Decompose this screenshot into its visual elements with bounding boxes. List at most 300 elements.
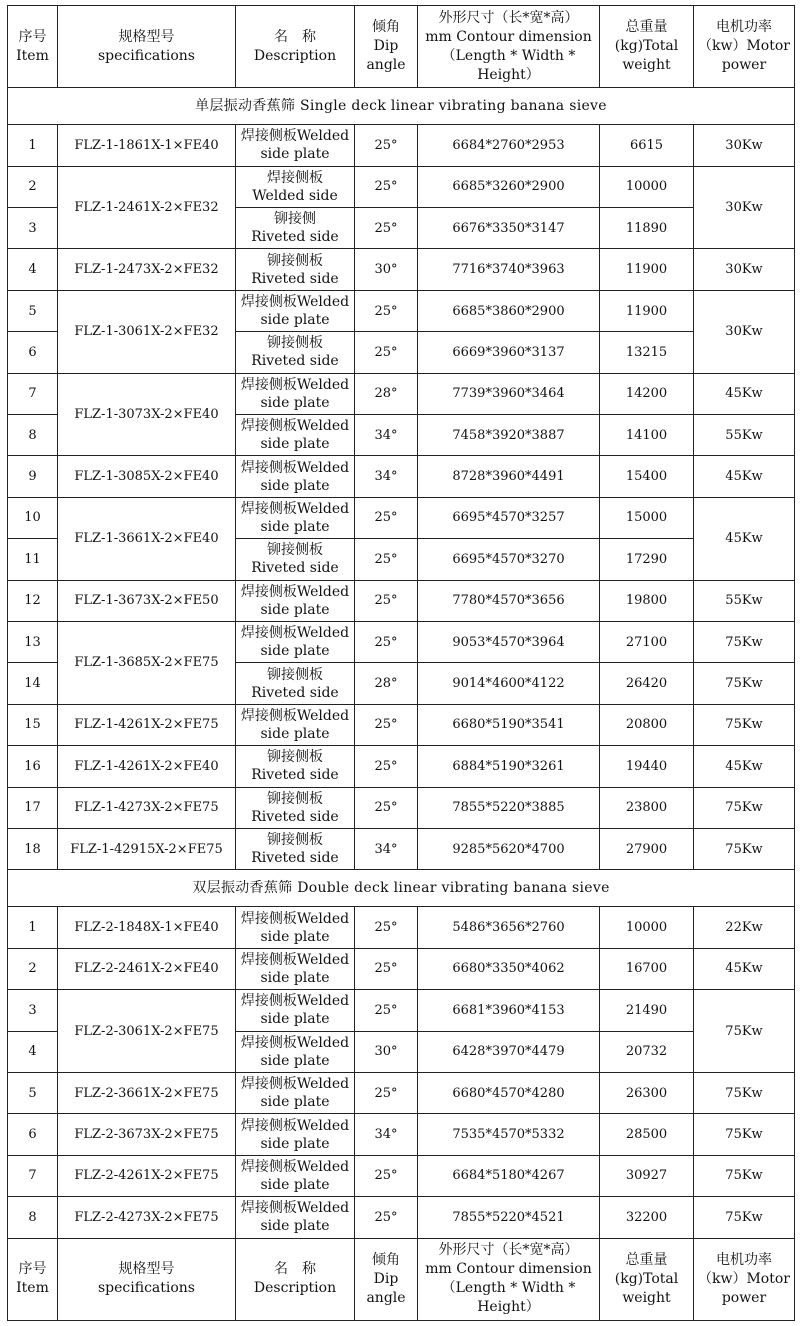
table-row [8, 497, 795, 538]
cell-text: side plate [260, 518, 330, 535]
spec-cell: FLZ-1-3085X-2×FE40 [58, 456, 236, 497]
item-number: 3 [8, 208, 58, 249]
cell-text: angle [366, 57, 406, 74]
weight-cell: 17290 [600, 539, 694, 580]
item-number: 8 [8, 1197, 58, 1238]
header-contour-dimension [418, 1238, 600, 1320]
footer-header-row [8, 1238, 795, 1320]
table-row [8, 828, 795, 869]
cell-text: 焊接侧板Welded [240, 583, 350, 600]
cell-text: 焊接侧板Welded [240, 500, 350, 517]
motor-power-cell: 30Kw [694, 125, 795, 166]
motor-power-cell: 30Kw [694, 249, 795, 290]
specification-table [7, 5, 795, 1321]
dip-angle-cell: 25° [355, 621, 418, 662]
table-row [8, 787, 795, 828]
cell-text: side plate [260, 601, 330, 618]
dimension-cell: 7855*5220*3885 [418, 787, 600, 828]
item-number: 6 [8, 332, 58, 373]
cell-text: 名 称 [274, 1261, 316, 1278]
weight-cell: 11900 [600, 290, 694, 331]
dimension-cell: 7716*3740*3963 [418, 249, 600, 290]
weight-cell: 11890 [600, 208, 694, 249]
cell-text: 焊接侧板Welded [240, 459, 350, 476]
cell-text: 铆接侧板 [267, 542, 323, 559]
item-number: 6 [8, 1114, 58, 1155]
motor-power-cell: 45Kw [694, 456, 795, 497]
cell-text: 规格型号 [118, 28, 175, 45]
description-cell [236, 990, 355, 1031]
cell-text: Dip [373, 38, 399, 55]
cell-text: specifications [97, 1280, 195, 1297]
item-number: 9 [8, 456, 58, 497]
header-specifications [58, 6, 236, 88]
description-cell [236, 746, 355, 787]
item-number: 2 [8, 948, 58, 989]
motor-power-cell: 45Kw [694, 948, 795, 989]
dip-angle-cell: 25° [355, 332, 418, 373]
item-number: 1 [8, 907, 58, 948]
dimension-cell: 6681*3960*4153 [418, 990, 600, 1031]
dip-angle-cell: 30° [355, 249, 418, 290]
weight-cell: 10000 [600, 166, 694, 207]
weight-cell: 27900 [600, 828, 694, 869]
cell-text: 焊接侧板Welded [240, 1076, 350, 1093]
item-number: 13 [8, 621, 58, 662]
cell-text: specifications [97, 47, 195, 64]
weight-cell: 23800 [600, 787, 694, 828]
motor-power-cell: 45Kw [694, 497, 795, 580]
table-row [8, 948, 795, 989]
spec-cell: FLZ-1-2461X-2×FE32 [58, 166, 236, 249]
weight-cell: 6615 [600, 125, 694, 166]
item-number: 11 [8, 539, 58, 580]
dip-angle-cell: 25° [355, 990, 418, 1031]
spec-cell: FLZ-2-4261X-2×FE75 [58, 1155, 236, 1196]
item-number: 3 [8, 990, 58, 1031]
cell-text: Dip [373, 1270, 399, 1287]
weight-cell: 30927 [600, 1155, 694, 1196]
cell-text: 焊接侧板Welded [240, 376, 350, 393]
cell-text: Riveted side [251, 229, 339, 246]
cell-text: 焊接侧板Welded [240, 951, 350, 968]
description-cell [236, 415, 355, 456]
cell-text: side plate [260, 969, 330, 986]
description-cell [236, 907, 355, 948]
motor-power-cell: 75Kw [694, 990, 795, 1073]
spec-cell: FLZ-1-2473X-2×FE32 [58, 249, 236, 290]
cell-text: 总重量 [625, 1251, 668, 1268]
cell-text: mm Contour dimension [425, 28, 592, 45]
description-cell [236, 332, 355, 373]
dimension-cell: 6676*3350*3147 [418, 208, 600, 249]
spec-cell: FLZ-1-3661X-2×FE40 [58, 497, 236, 580]
cell-text: Welded side [252, 187, 338, 204]
cell-text: 铆接侧板 [267, 832, 323, 849]
spec-cell: FLZ-1-4273X-2×FE75 [58, 787, 236, 828]
weight-cell: 27100 [600, 621, 694, 662]
item-number: 17 [8, 787, 58, 828]
table-row [8, 249, 795, 290]
dimension-cell: 5486*3656*2760 [418, 907, 600, 948]
item-number: 14 [8, 663, 58, 704]
description-cell [236, 1114, 355, 1155]
header-description [236, 6, 355, 88]
dimension-cell: 6685*3260*2900 [418, 166, 600, 207]
spec-cell: FLZ-2-3673X-2×FE75 [58, 1114, 236, 1155]
cell-text: side plate [260, 436, 330, 453]
dip-angle-cell: 30° [355, 1031, 418, 1072]
cell-text: angle [366, 1289, 406, 1306]
dip-angle-cell: 25° [355, 1155, 418, 1196]
dip-angle-cell: 25° [355, 580, 418, 621]
cell-text: 电机功率 [716, 19, 772, 36]
motor-power-cell: 30Kw [694, 290, 795, 373]
description-cell [236, 166, 355, 207]
dimension-cell: 6684*2760*2953 [418, 125, 600, 166]
cell-text: Riveted side [251, 684, 339, 701]
dip-angle-cell: 25° [355, 704, 418, 745]
weight-cell: 14200 [600, 373, 694, 414]
table-row [8, 290, 795, 331]
dip-angle-cell: 34° [355, 415, 418, 456]
spec-cell: FLZ-2-1848X-1×FE40 [58, 907, 236, 948]
cell-text: weight [622, 57, 671, 74]
cell-text: side plate [260, 928, 330, 945]
cell-text: side plate [260, 1218, 330, 1235]
cell-text: Item [16, 47, 49, 64]
cell-text: Description [253, 47, 337, 64]
cell-text: 铆接侧 [274, 211, 316, 228]
item-number: 8 [8, 415, 58, 456]
motor-power-cell: 55Kw [694, 415, 795, 456]
dip-angle-cell: 25° [355, 497, 418, 538]
cell-text: Item [16, 1280, 49, 1297]
cell-text: Height） [477, 66, 540, 83]
dip-angle-cell: 25° [355, 948, 418, 989]
cell-text: 铆接侧板 [267, 790, 323, 807]
description-cell [236, 787, 355, 828]
dip-angle-cell: 28° [355, 373, 418, 414]
header-description [236, 1238, 355, 1320]
header-dip-angle [355, 6, 418, 88]
table-body [8, 6, 795, 1321]
weight-cell: 10000 [600, 907, 694, 948]
cell-text: （kw）Motor [698, 1270, 790, 1287]
cell-text: 序号 [18, 28, 47, 45]
dip-angle-cell: 25° [355, 746, 418, 787]
item-number: 5 [8, 1072, 58, 1113]
motor-power-cell: 22Kw [694, 907, 795, 948]
cell-text: 铆接侧板 [267, 335, 323, 352]
description-cell [236, 621, 355, 662]
dip-angle-cell: 25° [355, 208, 418, 249]
dimension-cell: 6884*5190*3261 [418, 746, 600, 787]
table-row [8, 456, 795, 497]
cell-text: Riveted side [251, 808, 339, 825]
cell-text: Riveted side [251, 767, 339, 784]
header-motor-power [694, 6, 795, 88]
cell-text: side plate [260, 1135, 330, 1152]
table-row [8, 1072, 795, 1113]
dimension-cell: 7739*3960*3464 [418, 373, 600, 414]
section-title: 单层振动香蕉筛 Single deck linear vibrating banana sieve [8, 88, 795, 125]
cell-text: 焊接侧板Welded [240, 1117, 350, 1134]
cell-text: side plate [260, 643, 330, 660]
table-row [8, 990, 795, 1031]
description-cell [236, 539, 355, 580]
spec-cell: FLZ-1-3073X-2×FE40 [58, 373, 236, 456]
item-number: 4 [8, 1031, 58, 1072]
item-number: 7 [8, 373, 58, 414]
description-cell [236, 663, 355, 704]
weight-cell: 26300 [600, 1072, 694, 1113]
cell-text: side plate [260, 146, 330, 163]
item-number: 2 [8, 166, 58, 207]
weight-cell: 21490 [600, 990, 694, 1031]
item-number: 12 [8, 580, 58, 621]
weight-cell: 11900 [600, 249, 694, 290]
description-cell [236, 828, 355, 869]
cell-text: 名 称 [274, 28, 316, 45]
cell-text: （Length * Width * [441, 1280, 576, 1297]
cell-text: 铆接侧板 [267, 666, 323, 683]
dimension-cell: 8728*3960*4491 [418, 456, 600, 497]
header-item [8, 1238, 58, 1320]
dimension-cell: 6684*5180*4267 [418, 1155, 600, 1196]
weight-cell: 20732 [600, 1031, 694, 1072]
dimension-cell: 7780*4570*3656 [418, 580, 600, 621]
dimension-cell: 7458*3920*3887 [418, 415, 600, 456]
cell-text: Riveted side [251, 560, 339, 577]
cell-text: 倾角 [372, 19, 400, 36]
header-contour-dimension [418, 6, 600, 88]
description-cell [236, 456, 355, 497]
motor-power-cell: 75Kw [694, 1072, 795, 1113]
description-cell [236, 249, 355, 290]
motor-power-cell: 75Kw [694, 1114, 795, 1155]
cell-text: 倾角 [372, 1251, 400, 1268]
motor-power-cell: 45Kw [694, 746, 795, 787]
motor-power-cell: 75Kw [694, 663, 795, 704]
cell-text: Riveted side [251, 353, 339, 370]
dip-angle-cell: 28° [355, 663, 418, 704]
dip-angle-cell: 25° [355, 290, 418, 331]
cell-text: side plate [260, 1094, 330, 1111]
dip-angle-cell: 25° [355, 166, 418, 207]
description-cell [236, 497, 355, 538]
dimension-cell: 9285*5620*4700 [418, 828, 600, 869]
cell-text: side plate [260, 1011, 330, 1028]
cell-text: Riveted side [251, 850, 339, 867]
cell-text: power [721, 57, 767, 74]
spec-cell: FLZ-1-1861X-1×FE40 [58, 125, 236, 166]
weight-cell: 16700 [600, 948, 694, 989]
dimension-cell: 6695*4570*3270 [418, 539, 600, 580]
item-number: 18 [8, 828, 58, 869]
dimension-cell: 6680*5190*3541 [418, 704, 600, 745]
spec-cell: FLZ-1-4261X-2×FE40 [58, 746, 236, 787]
table-row [8, 1114, 795, 1155]
table-row [8, 580, 795, 621]
motor-power-cell: 75Kw [694, 1155, 795, 1196]
item-number: 16 [8, 746, 58, 787]
description-cell [236, 125, 355, 166]
cell-text: 焊接侧板 [267, 169, 323, 186]
spec-cell: FLZ-2-2461X-2×FE40 [58, 948, 236, 989]
weight-cell: 20800 [600, 704, 694, 745]
motor-power-cell: 75Kw [694, 621, 795, 662]
item-number: 15 [8, 704, 58, 745]
motor-power-cell: 75Kw [694, 704, 795, 745]
spec-cell: FLZ-1-3673X-2×FE50 [58, 580, 236, 621]
cell-text: 焊接侧板Welded [240, 625, 350, 642]
motor-power-cell: 75Kw [694, 1197, 795, 1238]
dimension-cell: 6685*3860*2900 [418, 290, 600, 331]
spec-cell: FLZ-2-3661X-2×FE75 [58, 1072, 236, 1113]
description-cell [236, 1072, 355, 1113]
cell-text: Riveted side [251, 270, 339, 287]
dimension-cell: 6695*4570*3257 [418, 497, 600, 538]
motor-power-cell: 30Kw [694, 166, 795, 249]
header-specifications [58, 1238, 236, 1320]
description-cell [236, 1197, 355, 1238]
table-row [8, 166, 795, 207]
description-cell [236, 290, 355, 331]
weight-cell: 19800 [600, 580, 694, 621]
cell-text: 外形尺寸（长*宽*高） [438, 1242, 579, 1259]
spec-cell: FLZ-1-42915X-2×FE75 [58, 828, 236, 869]
cell-text: （kw）Motor [698, 38, 790, 55]
weight-cell: 15400 [600, 456, 694, 497]
description-cell [236, 208, 355, 249]
cell-text: (kg)Total [614, 38, 679, 55]
header-total-weight [600, 1238, 694, 1320]
table-row [8, 907, 795, 948]
weight-cell: 19440 [600, 746, 694, 787]
header-total-weight [600, 6, 694, 88]
table-row [8, 704, 795, 745]
cell-text: 铆接侧板 [267, 252, 323, 269]
item-number: 4 [8, 249, 58, 290]
weight-cell: 13215 [600, 332, 694, 373]
section-title: 双层振动香蕉筛 Double deck linear vibrating banana sieve [8, 870, 795, 907]
weight-cell: 32200 [600, 1197, 694, 1238]
cell-text: 焊接侧板Welded [240, 1200, 350, 1217]
cell-text: side plate [260, 312, 330, 329]
dip-angle-cell: 25° [355, 539, 418, 580]
dip-angle-cell: 25° [355, 125, 418, 166]
table-row [8, 125, 795, 166]
cell-text: 焊接侧板Welded [240, 1158, 350, 1175]
dip-angle-cell: 25° [355, 1072, 418, 1113]
cell-text: side plate [260, 477, 330, 494]
cell-text: 焊接侧板Welded [240, 128, 350, 145]
section-row [8, 870, 795, 907]
cell-text: 焊接侧板Welded [240, 294, 350, 311]
header-row [8, 6, 795, 88]
table-row [8, 1155, 795, 1196]
cell-text: 焊接侧板Welded [240, 993, 350, 1010]
table-row [8, 1197, 795, 1238]
dip-angle-cell: 34° [355, 1114, 418, 1155]
cell-text: side plate [260, 394, 330, 411]
spec-cell: FLZ-1-4261X-2×FE75 [58, 704, 236, 745]
cell-text: power [721, 1289, 767, 1306]
description-cell [236, 948, 355, 989]
dip-angle-cell: 25° [355, 1197, 418, 1238]
weight-cell: 15000 [600, 497, 694, 538]
section-row [8, 88, 795, 125]
cell-text: 序号 [18, 1261, 47, 1278]
table-row [8, 373, 795, 414]
table-row [8, 746, 795, 787]
header-motor-power [694, 1238, 795, 1320]
cell-text: 铆接侧板 [267, 749, 323, 766]
spec-cell: FLZ-1-3685X-2×FE75 [58, 621, 236, 704]
dimension-cell: 6428*3970*4479 [418, 1031, 600, 1072]
item-number: 7 [8, 1155, 58, 1196]
weight-cell: 26420 [600, 663, 694, 704]
cell-text: 焊接侧板Welded [240, 707, 350, 724]
motor-power-cell: 55Kw [694, 580, 795, 621]
description-cell [236, 580, 355, 621]
cell-text: Height） [477, 1299, 540, 1316]
header-dip-angle [355, 1238, 418, 1320]
cell-text: 外形尺寸（长*宽*高） [438, 9, 579, 26]
description-cell [236, 373, 355, 414]
cell-text: 规格型号 [118, 1261, 175, 1278]
motor-power-cell: 75Kw [694, 787, 795, 828]
description-cell [236, 704, 355, 745]
spec-cell: FLZ-1-3061X-2×FE32 [58, 290, 236, 373]
weight-cell: 14100 [600, 415, 694, 456]
dimension-cell: 9014*4600*4122 [418, 663, 600, 704]
dimension-cell: 7535*4570*5332 [418, 1114, 600, 1155]
cell-text: weight [622, 1289, 671, 1306]
cell-text: 总重量 [625, 19, 668, 36]
motor-power-cell: 75Kw [694, 828, 795, 869]
cell-text: Description [253, 1280, 337, 1297]
cell-text: 焊接侧板Welded [240, 1034, 350, 1051]
cell-text: 焊接侧板Welded [240, 910, 350, 927]
cell-text: 电机功率 [716, 1251, 772, 1268]
cell-text: 焊接侧板Welded [240, 418, 350, 435]
dip-angle-cell: 34° [355, 828, 418, 869]
description-cell [236, 1031, 355, 1072]
cell-text: （Length * Width * [441, 47, 576, 64]
cell-text: (kg)Total [614, 1270, 679, 1287]
item-number: 10 [8, 497, 58, 538]
dip-angle-cell: 34° [355, 456, 418, 497]
dip-angle-cell: 25° [355, 907, 418, 948]
table-row [8, 621, 795, 662]
cell-text: side plate [260, 1052, 330, 1069]
description-cell [236, 1155, 355, 1196]
item-number: 1 [8, 125, 58, 166]
dimension-cell: 6669*3960*3137 [418, 332, 600, 373]
dimension-cell: 9053*4570*3964 [418, 621, 600, 662]
dimension-cell: 7855*5220*4521 [418, 1197, 600, 1238]
dip-angle-cell: 25° [355, 787, 418, 828]
dimension-cell: 6680*3350*4062 [418, 948, 600, 989]
dimension-cell: 6680*4570*4280 [418, 1072, 600, 1113]
cell-text: mm Contour dimension [425, 1261, 592, 1278]
spec-cell: FLZ-2-3061X-2×FE75 [58, 990, 236, 1073]
weight-cell: 28500 [600, 1114, 694, 1155]
header-item [8, 6, 58, 88]
cell-text: side plate [260, 725, 330, 742]
